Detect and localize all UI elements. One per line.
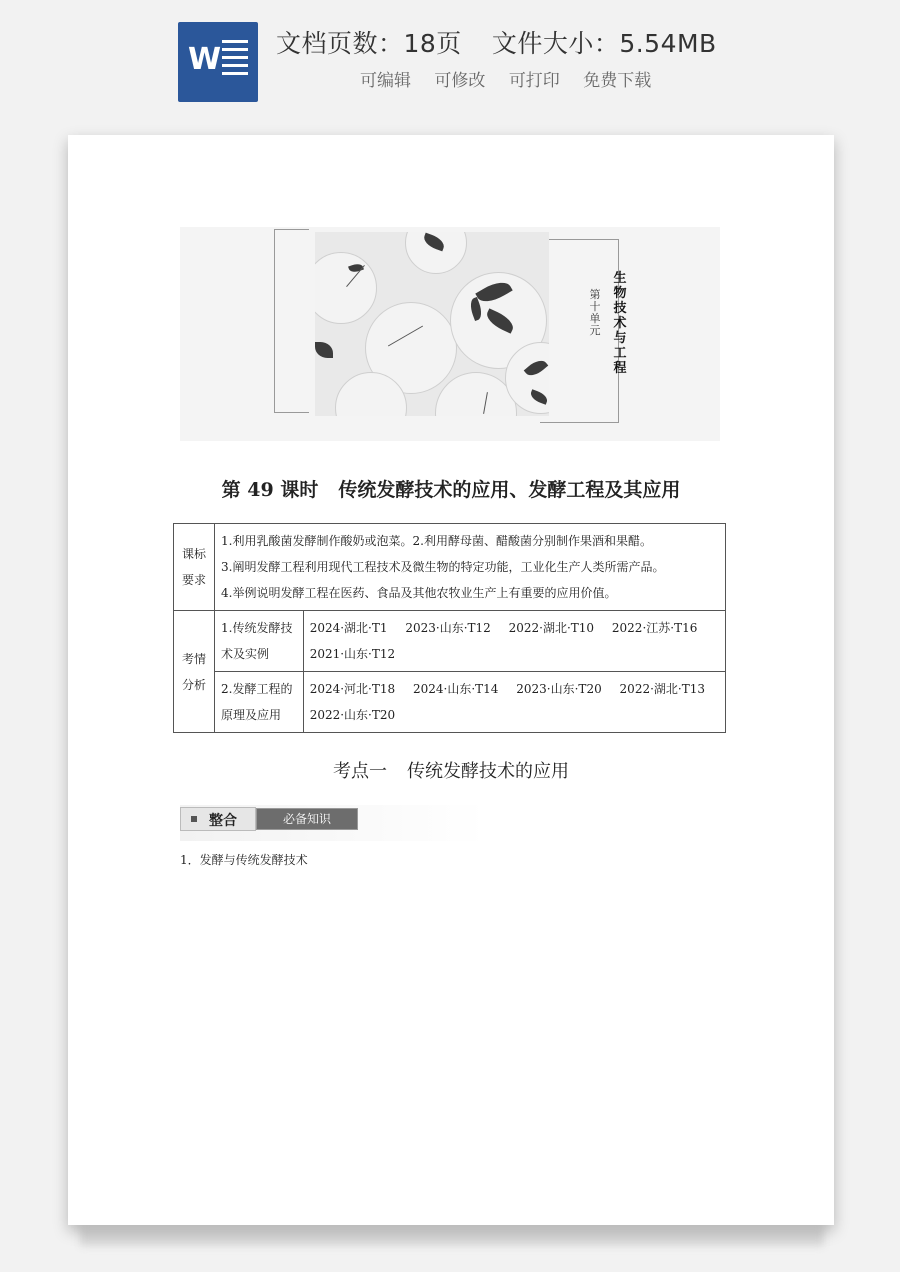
- page-shadow: [80, 1228, 824, 1246]
- lesson-title: [68, 475, 834, 502]
- document-info-banner: [0, 0, 900, 125]
- section-name: 传统发酵技术的应用: [407, 761, 569, 782]
- integrate-tag: 整合: [180, 807, 256, 831]
- exam-citation: 2022·湖北·T10: [508, 621, 595, 635]
- exam-citation: 2021·山东·T12: [309, 647, 396, 661]
- unit-title: 生物技术与工程: [613, 271, 627, 376]
- lesson-name: 传统发酵技术的应用、发酵工程及其应用: [338, 479, 681, 501]
- requirement-line: 3.阐明发酵工程利用现代工程技术及微生物的特定功能，工业化生产人类所需产品。: [221, 560, 665, 574]
- requirements-content: [215, 524, 726, 611]
- exam-citation: 2022·江苏·T16: [611, 621, 698, 635]
- table-row: [174, 672, 726, 733]
- cover-frame-left: [274, 229, 309, 413]
- word-logo-letter: W: [188, 42, 222, 77]
- analysis-header: 考情 分析: [174, 611, 215, 733]
- feature-modifiable: 可修改: [434, 71, 486, 91]
- feature-list: [360, 66, 661, 91]
- square-bullet-icon: [191, 816, 197, 822]
- knowledge-tag-bar: [180, 805, 486, 841]
- section-title: [68, 757, 834, 783]
- unit-number-label: 第十单元: [589, 288, 601, 337]
- petri-dish-plants-photo: [315, 232, 549, 416]
- requirements-header: 课标 要求: [174, 524, 215, 611]
- content-heading: 1．发酵与传统发酵技术: [180, 853, 308, 867]
- document-page: [68, 135, 834, 1225]
- banner-title: [276, 24, 717, 60]
- curriculum-table: [173, 523, 726, 733]
- analysis-topic: 1.传统发酵技 术及实例: [215, 611, 304, 672]
- exam-citation: 2023·山东·T20: [516, 682, 602, 696]
- analysis-citations: [303, 611, 725, 672]
- feature-editable: 可编辑: [360, 71, 411, 91]
- exam-citation: 2023·山东·T12: [405, 621, 491, 635]
- requirement-line: 1.利用乳酸菌发酵制作酸奶或泡菜。2.利用酵母菌、醋酸菌分别制作果酒和果醋。: [221, 534, 652, 548]
- exam-citation: 2022·湖北·T13: [619, 682, 705, 696]
- exam-citation: 2024·湖北·T1: [309, 621, 388, 635]
- feature-free-download: 免费下载: [583, 71, 652, 91]
- word-lines-icon: [222, 40, 248, 80]
- table-row: [174, 611, 726, 672]
- exam-citation: 2022·山东·T20: [309, 708, 396, 722]
- feature-printable: 可打印: [508, 71, 560, 91]
- essential-knowledge-tag: 必备知识: [256, 808, 358, 830]
- exam-citation: 2024·河北·T18: [309, 682, 396, 696]
- exam-citation: 2024·山东·T14: [412, 682, 499, 696]
- unit-cover-image: [180, 227, 720, 441]
- cover-frame-right: [540, 239, 619, 423]
- lesson-number: 第 49 课时: [221, 479, 319, 501]
- table-row: [174, 524, 726, 611]
- requirement-line: 4.举例说明发酵工程在医药、食品及其他农牧业生产上有重要的应用价值。: [221, 586, 617, 600]
- analysis-citations: [303, 672, 725, 733]
- word-document-icon: [178, 22, 258, 102]
- file-size: 文件大小：5.54MB: [491, 29, 717, 58]
- analysis-topic: 2.发酵工程的 原理及应用: [215, 672, 304, 733]
- page-count: 文档页数：18页: [276, 29, 462, 58]
- section-number: 考点一: [333, 761, 387, 782]
